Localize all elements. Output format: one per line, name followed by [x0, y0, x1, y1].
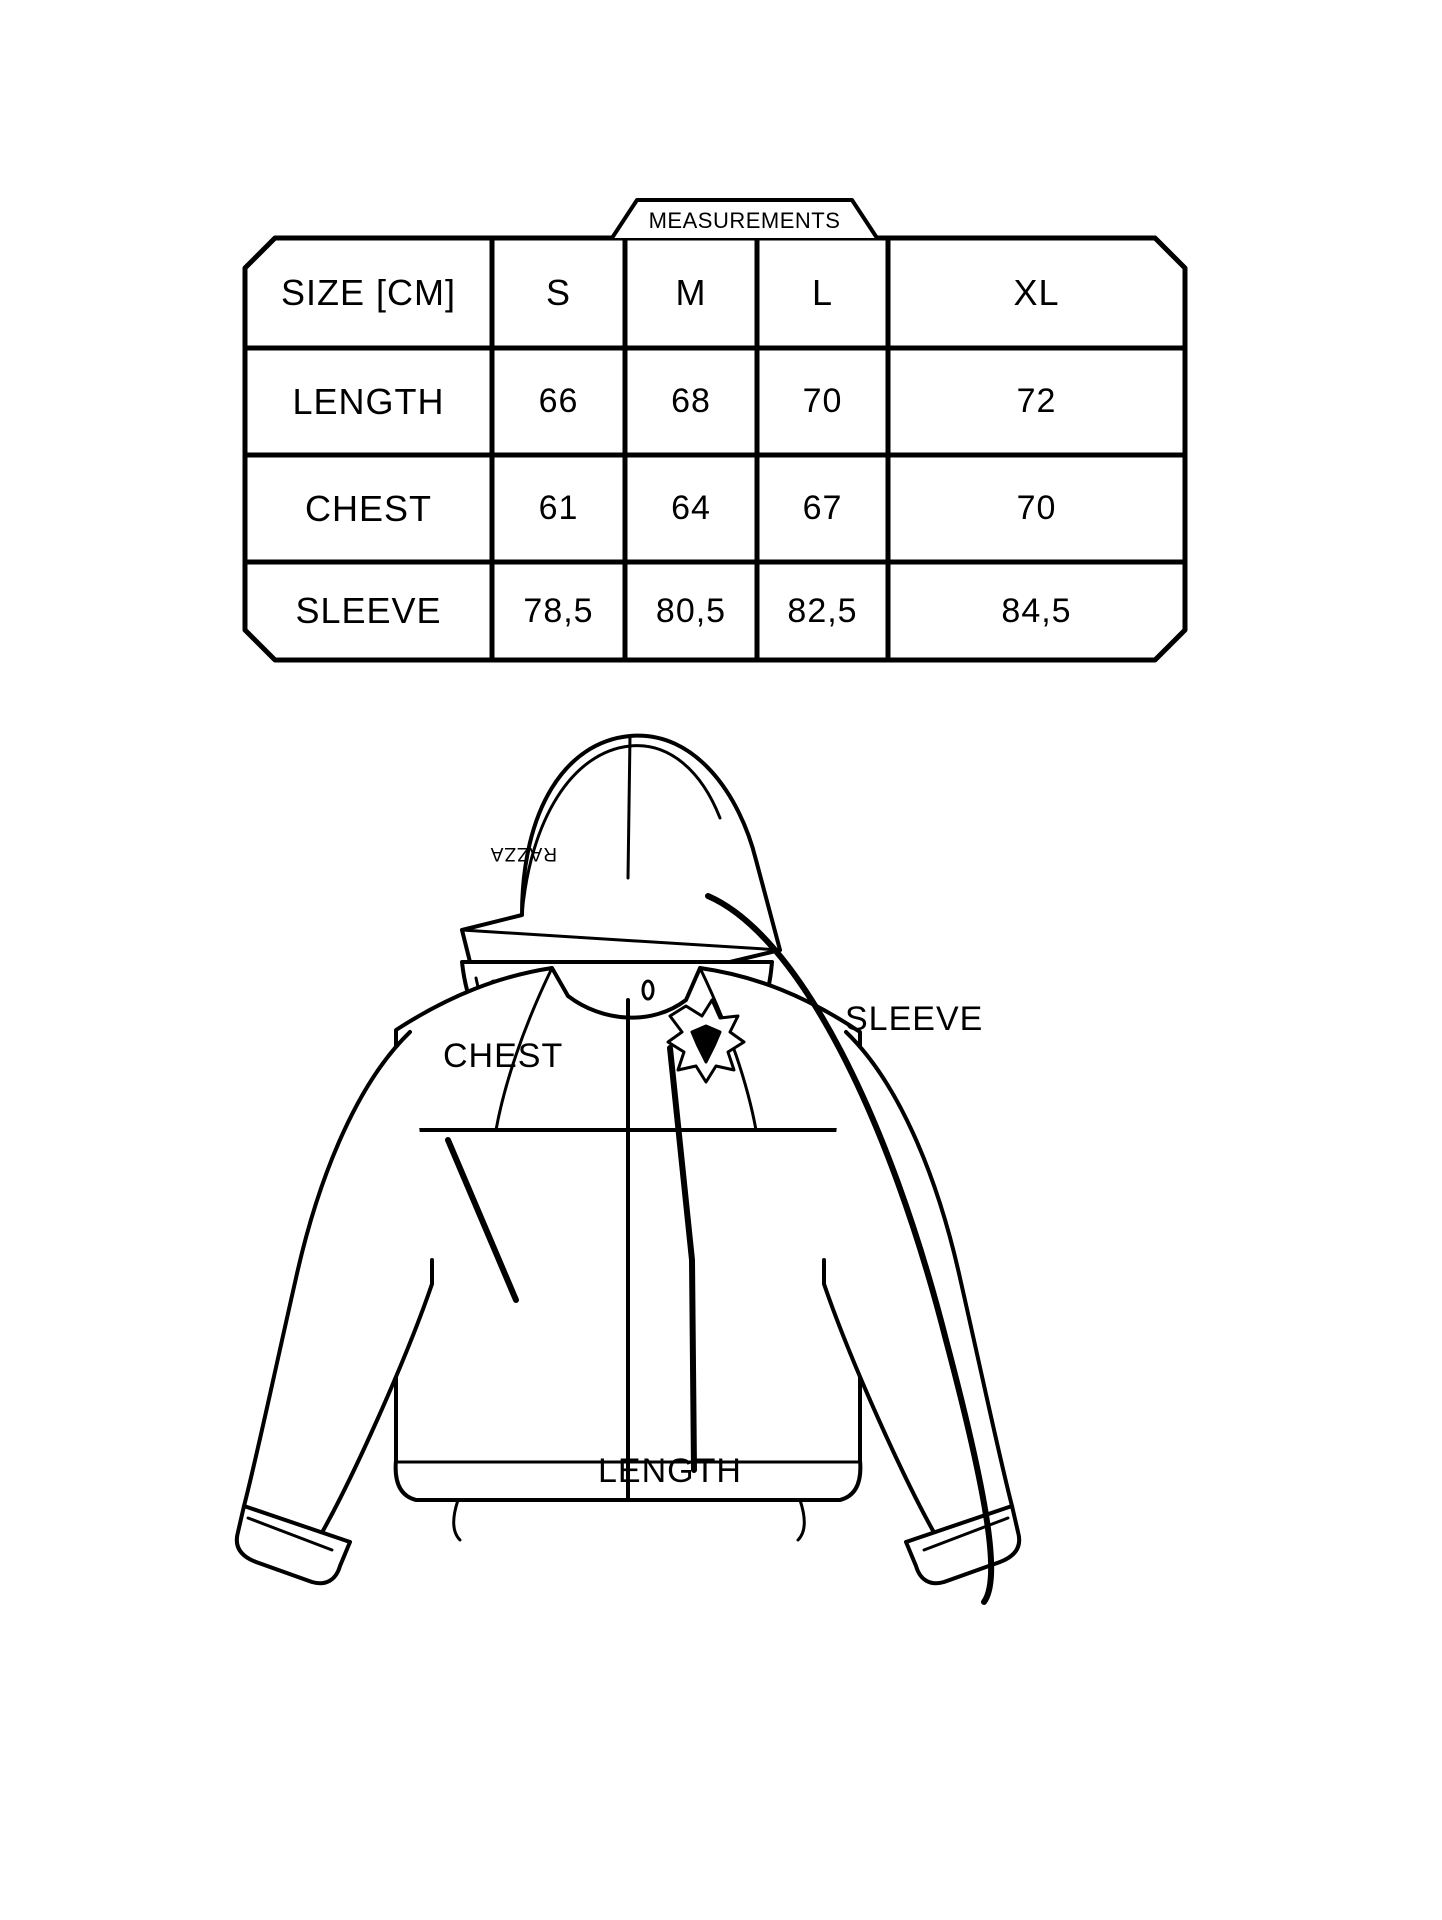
cell-sleeve-m: 80,5	[655, 591, 727, 630]
row-label-chest: CHEST	[304, 487, 432, 529]
cell-sleeve-l: 82,5	[787, 591, 858, 630]
cell-length-l: 70	[802, 382, 843, 420]
cell-sleeve-s: 78,5	[523, 591, 594, 630]
cell-length-m: 68	[671, 382, 711, 420]
size-chart-table	[245, 190, 1185, 660]
jacket-illustration	[200, 700, 1300, 1880]
row-label-sleeve: SLEEVE	[295, 590, 442, 631]
annotation-length: LENGTH	[598, 1452, 742, 1490]
hood-brand-text: RAZZA	[489, 843, 557, 864]
column-header-m: M	[675, 272, 707, 313]
column-header-l: L	[811, 272, 834, 313]
cell-chest-m: 64	[671, 489, 711, 527]
cell-chest-xl: 70	[1016, 489, 1057, 527]
cell-chest-l: 67	[802, 489, 843, 527]
jacket-technical-drawing	[200, 700, 1300, 1880]
cell-length-s: 66	[538, 382, 579, 420]
column-header-s: S	[545, 272, 571, 313]
measurements-tag-label: MEASUREMENTS	[648, 208, 841, 233]
column-header-xl: XL	[1013, 272, 1060, 313]
annotation-sleeve: SLEEVE	[845, 1000, 984, 1038]
annotation-chest: CHEST	[443, 1037, 564, 1075]
cell-chest-s: 61	[538, 489, 579, 527]
table-corner-label: SIZE [CM]	[280, 272, 456, 313]
cell-length-xl: 72	[1016, 382, 1057, 420]
row-label-length: LENGTH	[292, 380, 445, 422]
cell-sleeve-xl: 84,5	[1001, 591, 1072, 630]
